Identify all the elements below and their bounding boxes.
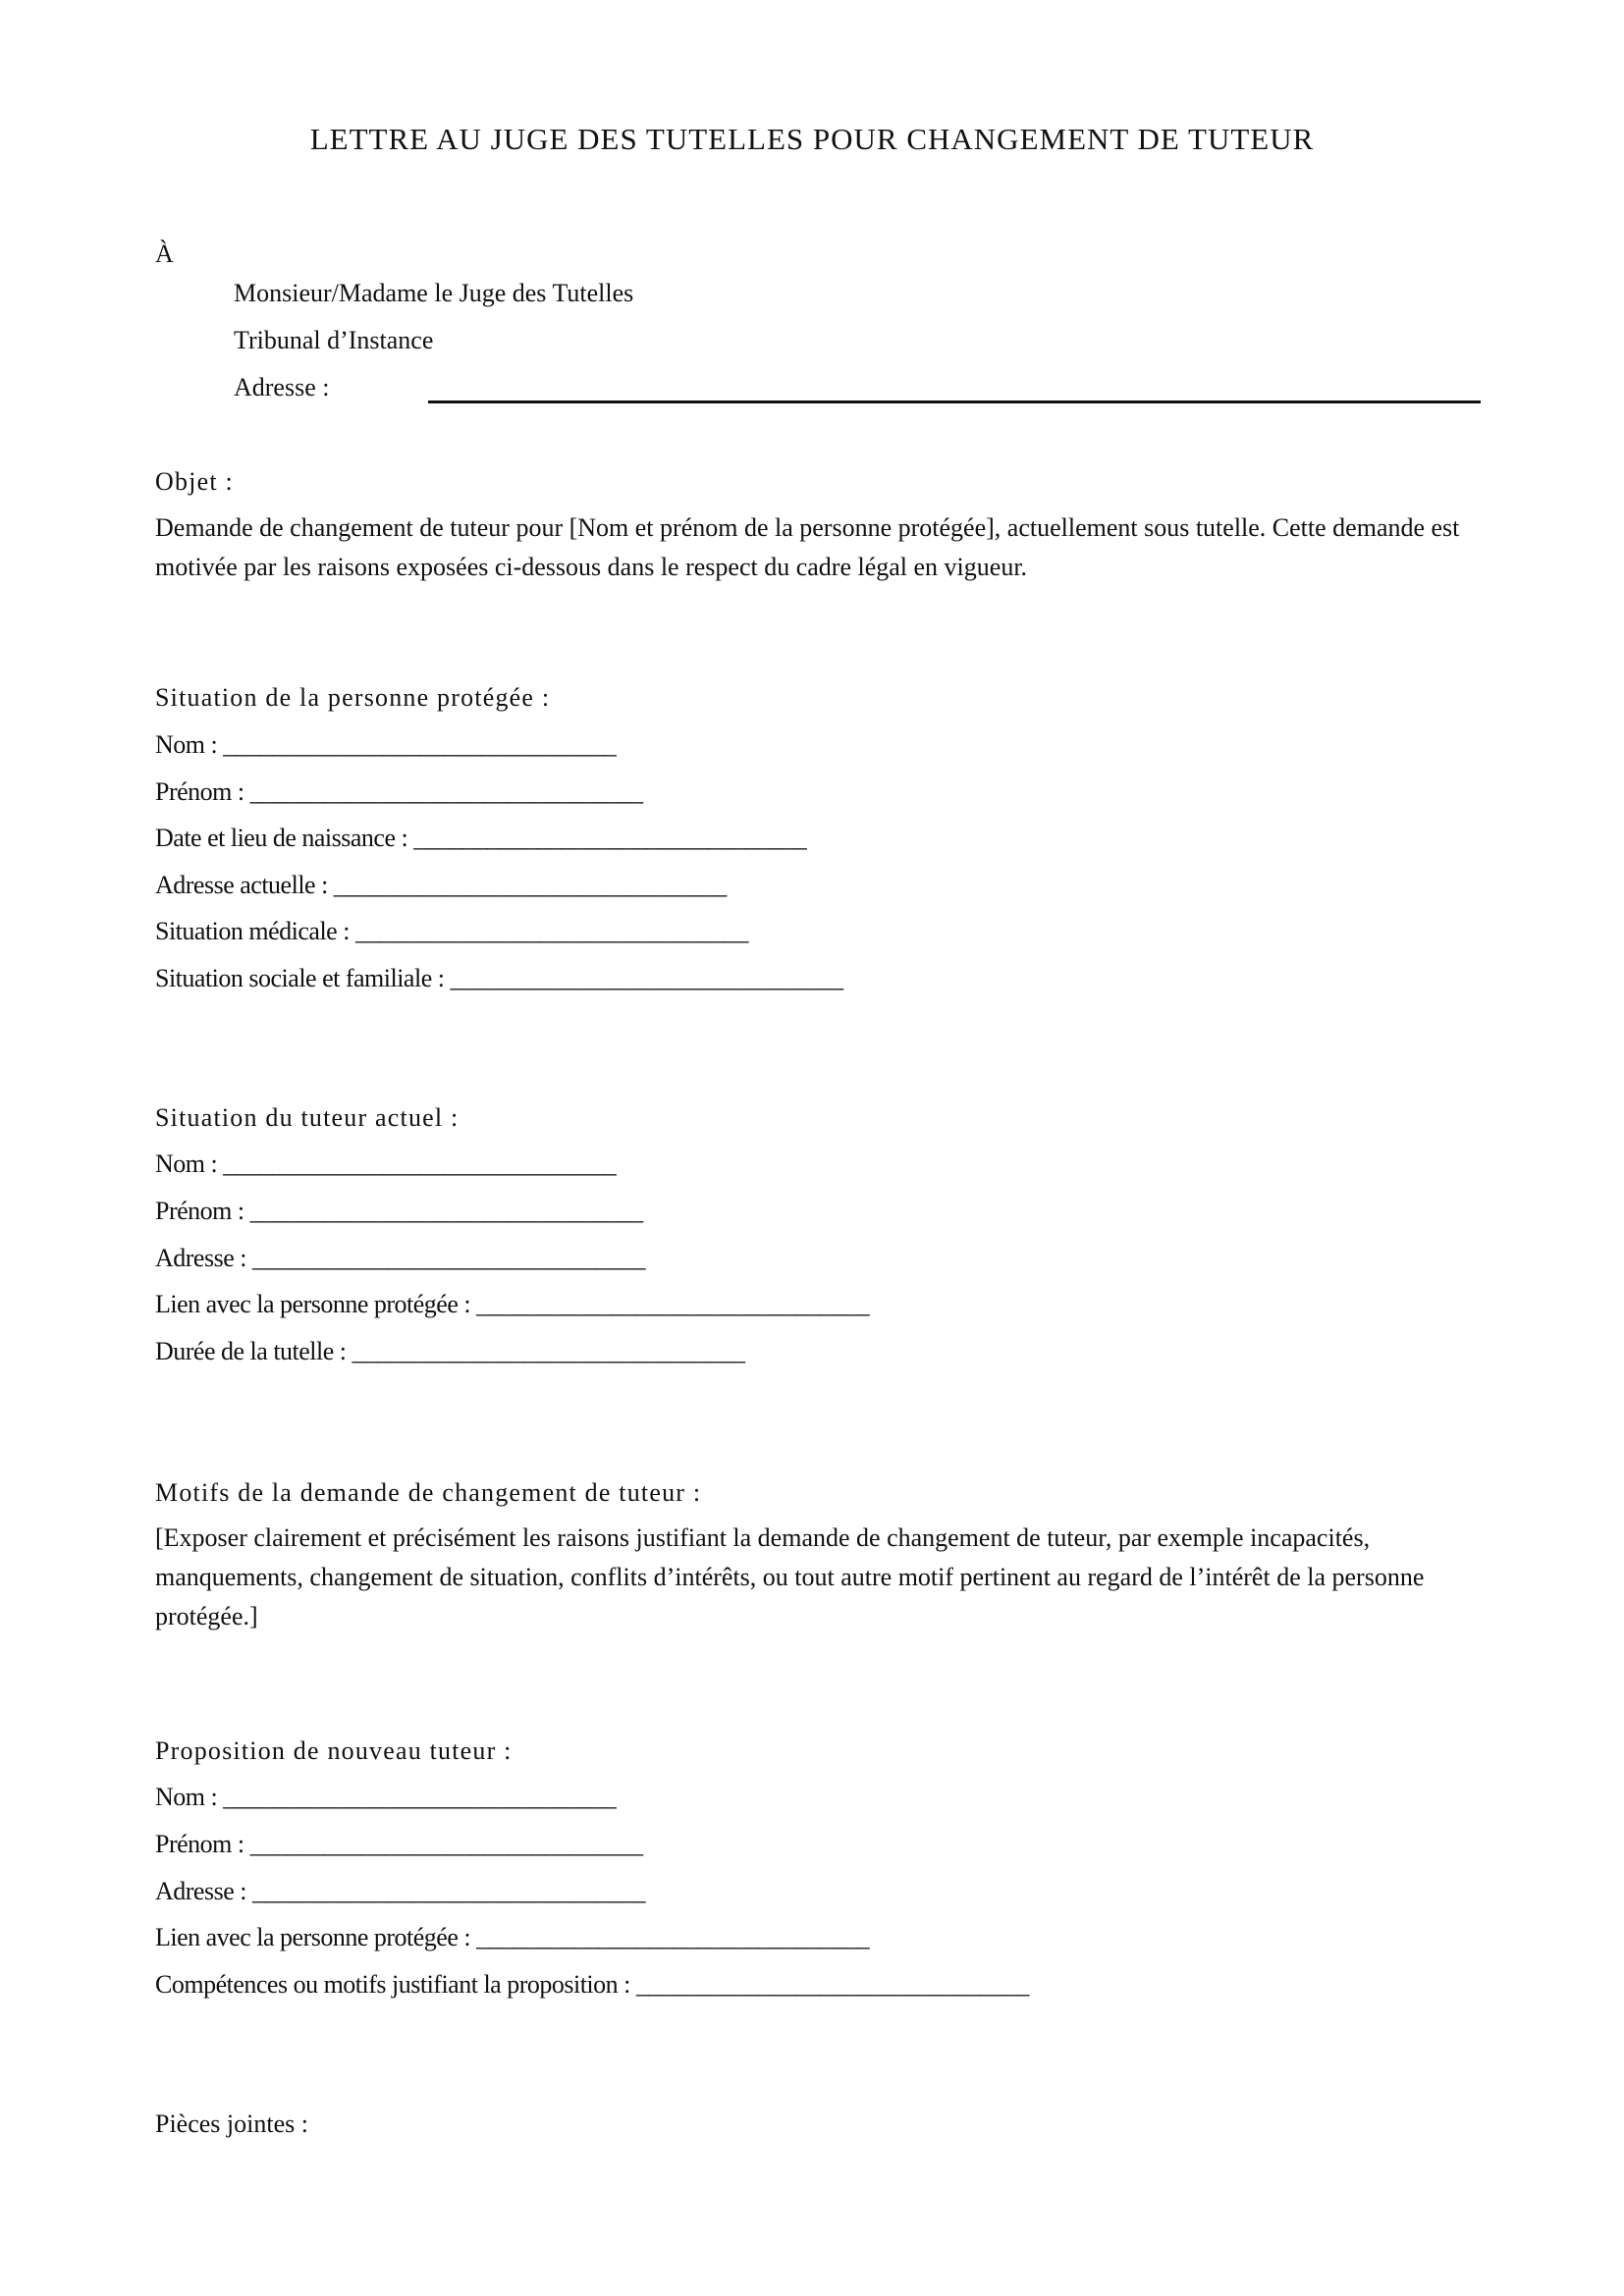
new-guardian-competence-field: Compétences ou motifs justifiant la proposition : ________________________________ [155,1970,1029,1999]
current-guardian-prenom-field: Prénom : ________________________________ [155,1197,643,1225]
new-guardian-address-field: Adresse : ________________________________ [155,1877,645,1905]
protected-person-birth-field: Date et lieu de naissance : ________________________________ [155,824,807,852]
protected-person-address-field: Adresse actuelle : ________________________________ [155,871,727,899]
current-guardian-heading: Situation du tuteur actuel : [155,1103,460,1132]
current-guardian-duration-field: Durée de la tutelle : ________________________________ [155,1337,745,1365]
current-guardian-nom-field: Nom : ________________________________ [155,1149,617,1178]
motifs-text: [Exposer clairement et précisément les raisons justifiant la demande de changement de tuteur, par exemple incapacités, manquements, changement de situation, conflits d’intérêts, ou tout autre motif pertinent au regard de l’intérêt de la personne protégée.] [155,1523,1425,1630]
attachments-heading: Pièces jointes : [155,2109,308,2138]
recipient-prefix: À [155,240,174,268]
protected-person-prenom-field: Prénom : ________________________________ [155,777,643,806]
new-guardian-prenom-field: Prénom : ________________________________ [155,1830,643,1858]
protected-person-nom-field: Nom : ________________________________ [155,730,617,759]
new-guardian-heading: Proposition de nouveau tuteur : [155,1736,513,1765]
protected-person-medical-field: Situation médicale : ________________________________ [155,917,748,945]
motifs-heading: Motifs de la demande de changement de tuteur : [155,1478,702,1507]
protected-person-social-field: Situation sociale et familiale : ________________________________ [155,964,843,992]
current-guardian-address-field: Adresse : ________________________________ [155,1244,645,1272]
document-title: LETTRE AU JUGE DES TUTELLES POUR CHANGEMENT DE TUTEUR [309,122,1315,156]
objet-heading: Objet : [155,467,234,496]
recipient-name: Monsieur/Madame le Juge des Tutelles [234,279,634,307]
recipient-address-label: Adresse : [234,373,330,401]
objet-text: Demande de changement de tuteur pour [Nom et prénom de la personne protégée], actuellement sous tutelle. Cette demande est motivée par les raisons exposées ci-dessous dans le respect du cadre légal en vigueur. [155,513,1460,581]
current-guardian-relation-field: Lien avec la personne protégée : ________________________________ [155,1290,870,1318]
recipient-court: Tribunal d’Instance [234,326,434,354]
new-guardian-nom-field: Nom : ________________________________ [155,1783,617,1811]
protected-person-heading: Situation de la personne protégée : [155,683,551,712]
new-guardian-relation-field: Lien avec la personne protégée : ________________________________ [155,1923,870,1951]
recipient-address-line [428,400,1481,403]
